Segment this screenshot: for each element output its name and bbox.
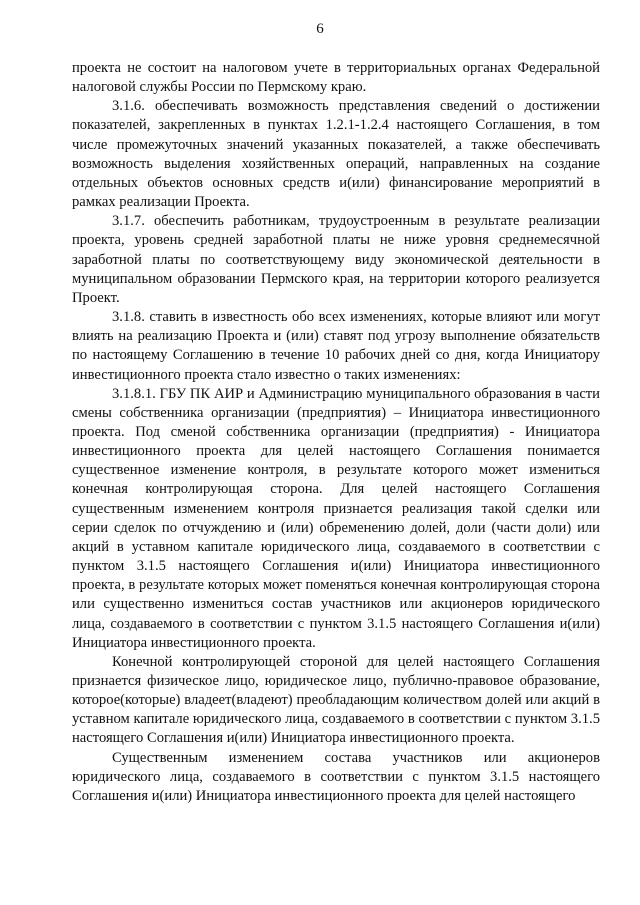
paragraph-3-1-7: 3.1.7. обеспечить работникам, трудоустроенным в результате реализации проекта, уровень средней заработной платы не ниже уровня среднемесячной заработной платы по соответствующему виду экономической деятельности в муниципальном образовании Пермского края, на территории которого реализуется Проект.: [72, 213, 600, 306]
paragraph-3-1-6: 3.1.6. обеспечивать возможность представления сведений о достижении показателей, закрепленных в пунктах 1.2.1-1.2.4 настоящего Соглашения, в том числе промежуточных значений указанных показателей, а также обеспечивать возможность выделения хозяйственных операций, направленных на создание отдельных объектов основных средств и(или) финансирование мероприятий в рамках реализации Проекта.: [72, 98, 600, 211]
document-body: [72, 59, 600, 806]
paragraph-controlling-party: Конечной контролирующей стороной для целей настоящего Соглашения признается физическое лицо, юридическое лицо, публично-правовое образование, которое(которые) владеет(владеют) преобладающим количеством долей или акций в уставном капитале юридического лица, создаваемого в соответствии с пунктом 3.1.5 настоящего Соглашения и(или) Инициатора инвестиционного проекта.: [72, 653, 600, 747]
page-number: 6: [316, 21, 324, 37]
paragraph-composition-change: Существенным изменением состава участников или акционеров юридического лица, создаваемого в соответствии с пунктом 3.1.5 настоящего Соглашения и(или) Инициатора инвестиционного проекта для целей настоящего: [72, 749, 600, 804]
paragraph-3-1-8-1: 3.1.8.1. ГБУ ПК АИР и Администрацию муниципального образования в части смены собственника организации (предприятия) – Инициатора инвестиционного проекта. Под сменой собственника организации (предприятия) - Инициатора инвестиционного проекта для целей настоящего Соглашения понимается существенное изменение контроля, в результате которого может измениться конечная контролирующая сторона. Для целей настоящего Соглашения существенным изменением контроля признается реализация такой сделки или серии сделок по отчуждению и (или) обременению долей, доли (части доли) или акций в уставном капитале юридического лица, создаваемого в соответствии с пунктом 3.1.5 настоящего Соглашения и(или) Инициатора инвестиционного проекта, в результате которых может поменяться конечная контролирующая сторона или существенно измениться состав участников или акционеров юридического лица, создаваемого в соответствии с пунктом 3.1.5 настоящего Соглашения и(или) Инициатора инвестиционного проекта.: [72, 385, 600, 651]
paragraph-3-1-8: 3.1.8. ставить в известность обо всех изменениях, которые влияют или могут влиять на реализацию Проекта и (или) ставят под угрозу выполнение обязательств по настоящему Соглашению в течение 10 рабочих дней со дня, когда Инициатору инвестиционного проекта стало известно о таких изменениях:: [72, 309, 600, 383]
paragraph-continuation: проекта не состоит на налоговом учете в территориальных органах Федеральной налоговой службы России по Пермскому краю.: [72, 60, 600, 96]
